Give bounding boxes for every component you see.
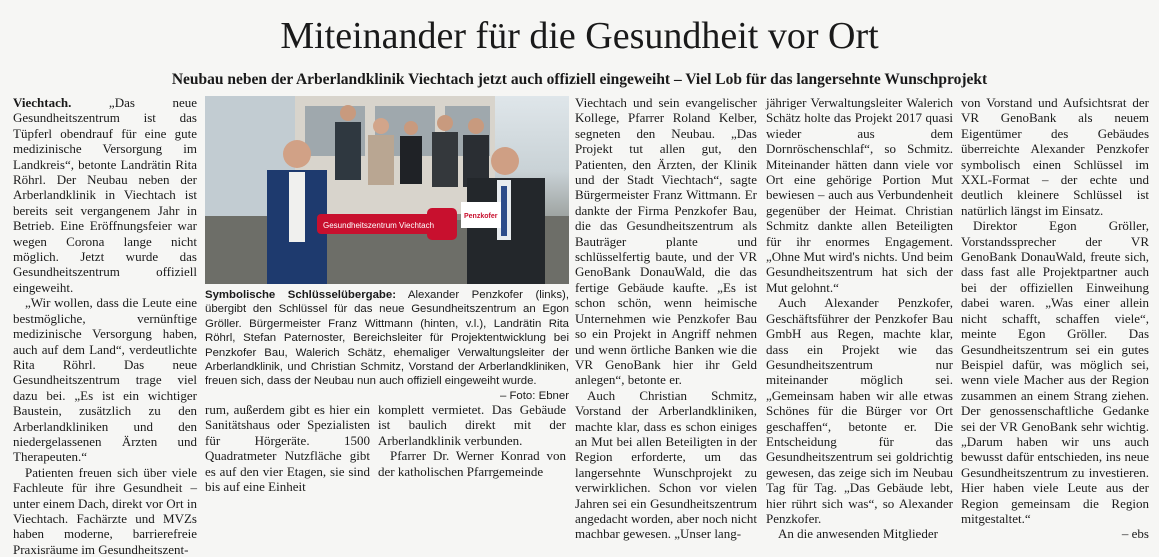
paragraph (13, 95, 197, 295)
group-photo-illustration (205, 96, 569, 284)
article-column-3 (378, 402, 566, 479)
photo-caption (205, 288, 569, 403)
article-headline: Miteinander für die Gesundheit vor Ort (280, 15, 879, 57)
paragraph: An die anwesenden Mitglieder (778, 526, 938, 542)
paragraph: Patienten freuen sich über viele Fachleute für ihre Gesundheit – unter einem Dach, direkt vor Ort in Viechtach. Fachärzte und MVZs haben moderne, barrierefreie Praxisräume im Gesundheitszent- (13, 464, 197, 557)
paragraph: rum, außerdem gibt es hier ein Sanitätshaus oder Spezialisten für Hörgeräte. 1500 Quadratmeter Nutzfläche gibt es auf den vier Etagen, sie sind bis auf eine Einheit (205, 402, 370, 495)
paragraph: von Vorstand und Aufsichtsrat der VR GenoBank als neuem Eigentümer des Gebäudes überreichte Alexander Penzkofer symbolisch einen Schlüssel im XXL-Format – der echte und deutlich kleinere Schlüssel ist natürlich längst im Einsatz. (961, 95, 1149, 218)
paragraph: Viechtach und sein evangelischer Kollege, Pfarrer Roland Kelber, segneten den Neubau. „Das Projekt tut allen gut, den Patienten, den Ärzten, der Klinik und der Stadt Viechtach“, sagte Bürgermeister Franz Wittmann. Er dankte der Firma Penzkofer Bau, die das Gesundheitszentrum als Bauträger plante und schlüsselfertig baute, und der VR GenoBank DonauWald, die das fertige Gebäude kaufte. „Es ist schon schön, wenn heimische Unternehmen wie Penzkofer Bau so ein Projekt in Angriff nehmen und wenn örtliche Banken wie die VR GenoBank hier ihr Geld anlegen“, betonte er. (575, 95, 757, 388)
article-column-5 (766, 95, 953, 542)
paragraph: komplett vermietet. Das Gebäude ist baulich direkt mit der Arberlandklinik verbunden. (378, 402, 566, 448)
paragraph: Auch Alexander Penzkofer, Geschäftsführer der Penzkofer Bau GmbH aus Regen, machte klar, dass ein Projekt wie das Gesundheitszentrum nur miteinander möglich sei. „Gemeinsam haben wir alle etwas Schönes für die Bürger vor Ort geschaffen“, betonte er. Die Entscheidung für das Gesundheitszentrum sei goldrichtig gewesen, das zeige sich im Neubau Tag für Tag. „Das Gebäude lebt, hier rührt sich was“, so Alexander Penzkofer. (766, 295, 953, 526)
article-column-4 (575, 95, 757, 542)
article-photo (205, 96, 569, 284)
dateline: Viechtach. (13, 95, 72, 110)
paragraph-text: „Das neue Gesundheitszentrum ist das Tüpferl obendrauf für eine gute medizinische Versorgung im Landkreis“, betonte Landrätin Rita Röhrl. Der Neubau neben der Arberlandklinik in Viechtach ist bereits seit vergangenem Jahr in Betrieb. Eine Eröffnungsfeier war wegen Corona lange nicht möglich. Jetzt wurde das Gesundheitszentrum offiziell eingeweiht. (13, 95, 197, 295)
caption-text: Alexander Penzkofer (links), übergibt den Schlüssel für das neue Gesundheitszentrum an Egon Gröller. Bürgermeister Franz Wittmann (hinten, v.l.), Landrätin Rita Röhrl, Stefan Paternoster, Bereichsleiter für Projektentwicklung bei Penzkofer Bau, Walerich Schätz, ehemaliger Verwaltungsleiter der Arberlandklinik, und Christian Schmitz, Vorstand der Arberlandkliniken, freuen sich, dass der Neubau nun auch offiziell eingeweiht wurde. (205, 289, 569, 388)
paragraph: Pfarrer Dr. Werner Konrad von der katholischen Pfarrgemeinde (378, 448, 566, 479)
paragraph: Auch Christian Schmitz, Vorstand der Arberlandkliniken, machte klar, dass es schon einiges an Mut bei allen Beteiligten in der Region erforderte, um das langersehnte Wunschprojekt zu verwirklichen. Schon vor vielen Jahren sei ein Gesundheitszentrum angedacht worden, aber noch nicht machbar gewesen. „Unser lang- (575, 387, 757, 542)
sign-text: Penzkofer (464, 213, 498, 220)
article-column-6 (961, 95, 1149, 542)
paragraph: „Wir wollen, dass die Leute eine bestmögliche, vernünftige medizinische Versorgung haben, auch auf dem Land“, verdeutlichte Rita Röhrl. Das neue Gesundheitszentrum trage viel dazu bei. „Es ist ein wichtiger Baustein, zusätzlich zu den Arberlandkliniken und den niedergelassenen Ärzten und Therapeuten.“ (13, 295, 197, 465)
paragraph: jähriger Verwaltungsleiter Walerich Schätz holte das Projekt 2017 quasi wieder aus dem Dornröschenschlaf“, so Schmitz. Miteinander hätten dann viele vor Ort eine gehörige Portion Mut bewiesen – auch aus Verbundenheit gegenüber der Heimat. Christian Schmitz dankte allen Beteiligten für ihr enormes Engagement. „Ohne Mut wird's nichts. Und beim Gesundheitszentrum hat sich der Mut gelohnt.“ (766, 95, 953, 295)
caption-lead: Symbolische Schlüsselübergabe: (205, 289, 397, 301)
paragraph: Direktor Egon Gröller, Vorstandssprecher der VR GenoBank DonauWald, freute sich, dass fast alle Projektpartner auch bei der offiziellen Einweihung dabei waren. „Was einer allein nicht schafft, schaffen viele“, meinte Egon Gröller. Das Gesundheitszentrum sei ein gutes Beispiel dafür, was möglich sei, wenn viele Macher aus der Region zusammen an einem Strang ziehen. Der genossenschaftliche Gedanke sei der VR GenoBank sehr wichtig. „Darum haben wir uns auch bewusst dafür entschieden, ins neue Gesundheitszentrum zu investieren. Hier haben viele Leute aus der Region gemeinsam die Region mitgestaltet.“ (961, 218, 1149, 526)
photo-credit: – Foto: Ebner (499, 389, 569, 402)
article-subheadline: Neubau neben der Arberlandklinik Viechtach jetzt auch offiziell eingeweiht – Viel Lob für das langersehnte Wunschprojekt (171, 71, 988, 88)
author-signature: – ebs (1121, 526, 1149, 542)
article-column-2 (205, 402, 370, 494)
key-banner-text: Gesundheitszentrum Viechtach (323, 221, 435, 230)
article-column-1 (13, 95, 197, 557)
